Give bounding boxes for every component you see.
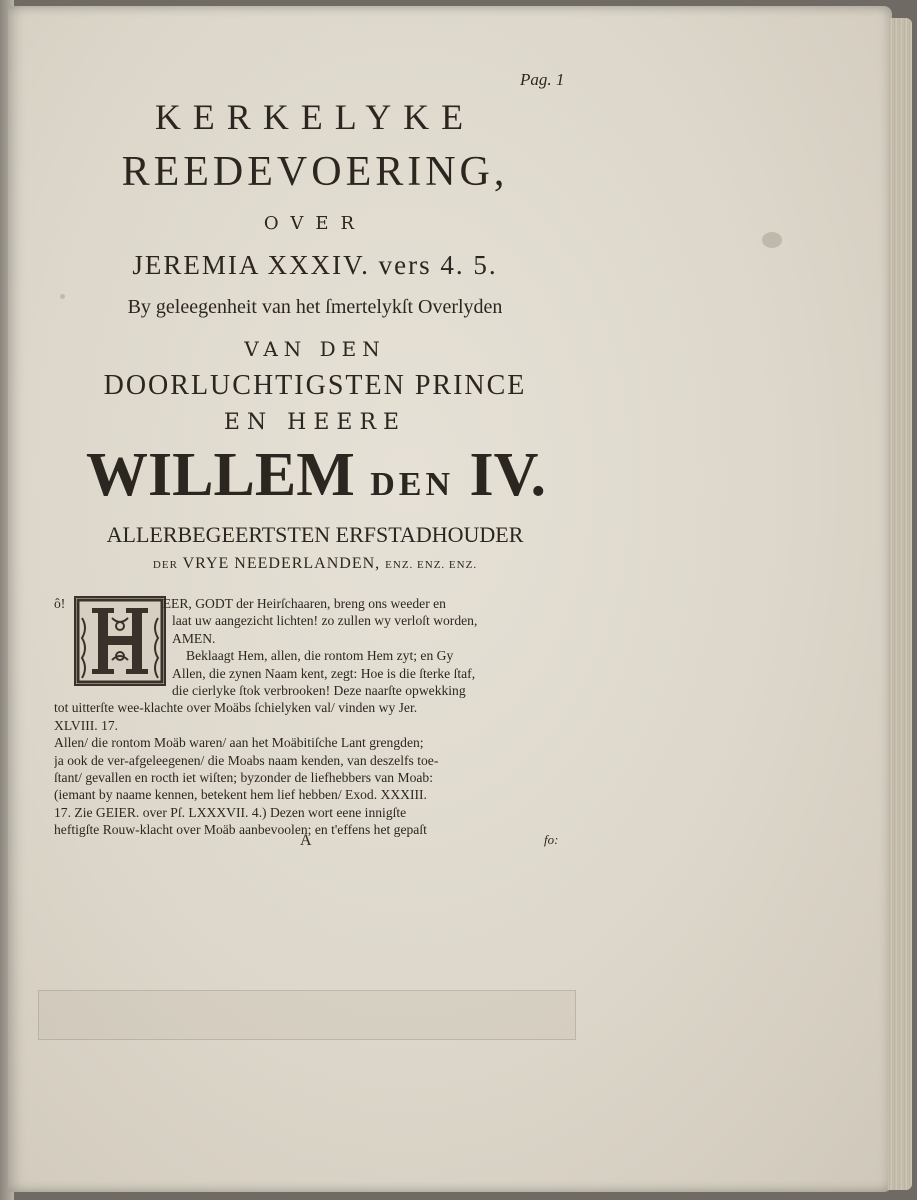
name-den: DEN [370,466,455,503]
body-line: tot uitterſte wee-klachte over Moäbs ſchielyken val/ vinden wy Jer. [54,700,418,716]
title-line-7: DOORLUCHTIGSTEN PRINCE [103,370,527,401]
title-line-4: JEREMIA XXXIV. vers 4. 5. [132,250,498,280]
body-line: laat uw aangezicht lichten! zo zullen wy verloſt worden, [172,613,478,629]
body-text [54,595,582,838]
title-line-8: EN HEERE [223,410,407,435]
catchword: fo: [544,832,559,847]
body-line: die cierlyke ſtok verbrooken! Deze naarſte opwekking [172,682,466,698]
body-line: 17. Zie GEIER. over Pſ. LXXXVII. 4.) Dezen wort eene innigſte [54,804,407,820]
body-line: ja ook de ver-afgeleegenen/ die Moabs naam kenden, van deszelfs toe- [54,752,439,768]
body-line: XLVIII. 17. [54,717,119,733]
page-stack-edge [888,18,912,1190]
title-line-11 [50,555,580,573]
faded-bleed-through [38,990,576,1040]
body-line: ſtant/ gevallen en rocth iet wiſten; byzonder de liefhebbers van Moab: [54,769,433,785]
signature-mark: A [300,832,312,849]
body-line: AMEN. [172,630,216,646]
title-enz: ENZ. ENZ. ENZ. [385,559,478,571]
title-name [46,440,586,511]
title-line-5: By geleegenheit van het ſmertelykſt Overlyden [127,296,503,318]
title-line-1: KERKELYKE [154,97,476,137]
page-number: Pag. 1 [520,70,565,89]
body-line: (iemant by naame kennen, betekent hem lief hebben/ Exod. XXXIII. [54,787,427,803]
paper-stain [762,232,782,248]
body-prefix: ô! [54,596,66,611]
title-line-2: REEDEVOERING, [121,149,509,195]
body-line: Allen/ die rontom Moäb waren/ aan het Moäbitiſche Lant grengden; [54,735,424,751]
title-der: DER [152,559,178,571]
title-line-10: ALLERBEGEERTSTEN ERFSTADHOUDER [106,522,524,547]
body-line: heftigſte Rouw-klacht over Moäb aanbevoolen; en t'effens het gepaſt [54,822,427,838]
title-country: VRYE NEEDERLANDEN, [182,555,381,572]
name-main: WILLEM [86,441,355,509]
body-line: Allen, die zynen Naam kent, zegt: Hoe is die ſterke ſtaf, [172,665,476,681]
body-line: ô! EER, GODT der Heirſchaaren, breng ons weeder en [54,596,446,611]
title-line-6: VAN DEN [244,337,386,361]
body-line: Beklaagt Hem, allen, die rontom Hem zyt; en Gy [186,648,454,664]
name-numeral: IV. [469,441,546,509]
title-line-3: OVER [263,213,367,234]
